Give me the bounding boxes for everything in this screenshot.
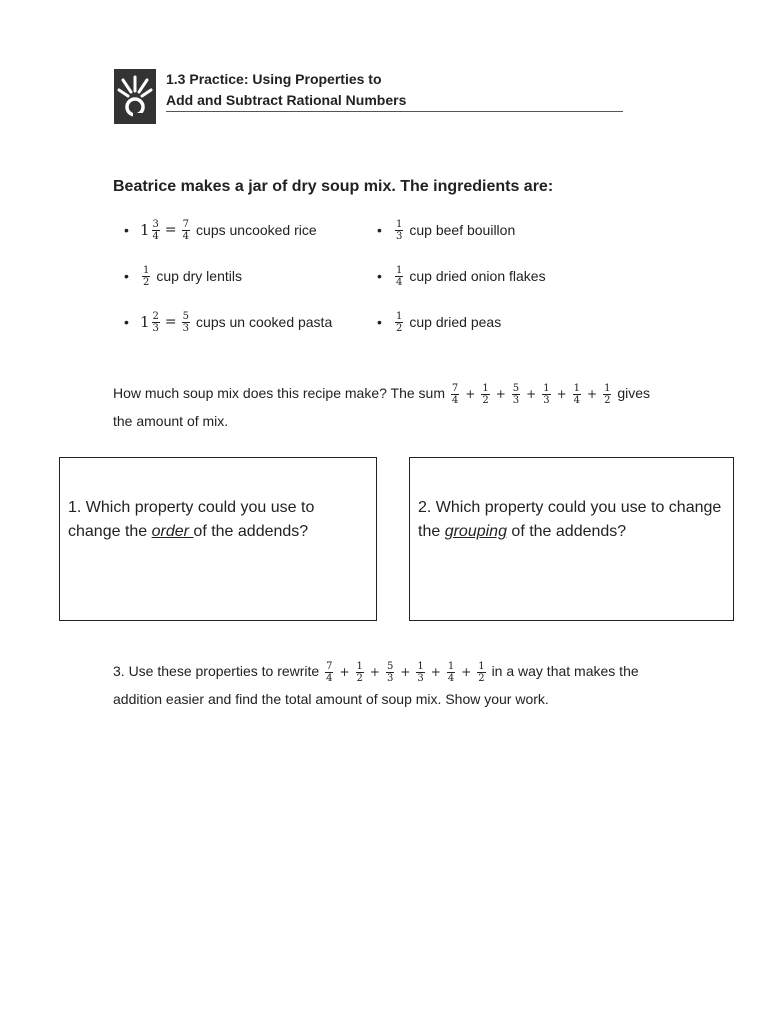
ingredient-lentils [124,264,242,288]
fraction: $\frac{2}{3}$ [152,310,159,334]
ingredient-rice [124,218,317,242]
ingredient-text: cup dried onion flakes [409,268,546,284]
fraction: $\frac{7}{4}$ [326,660,333,684]
ingredient-onion [377,264,546,288]
question-intro-line2: the amount of mix. [113,413,229,429]
equals-sign: = [164,222,177,238]
page-title-line2: Add and Subtract Rational Numbers [166,92,407,108]
ingredient-text: cup dried peas [409,314,502,330]
title-underline [166,111,623,112]
fraction: $\frac{1}{3}$ [396,218,403,242]
question-1-text: 1. Which property could you use to change the order of the addends? [68,499,315,540]
question-1-box[interactable] [59,457,377,621]
fraction: $\frac{7}{4}$ [451,382,459,406]
emphasis-order: order [151,523,194,540]
bullet: • [124,314,129,330]
ingredient-pasta [124,310,332,334]
question-3 [113,658,713,713]
ingredient-text: cup dry lentils [156,268,242,284]
question-intro [113,380,693,435]
ingredient-text: cups uncooked rice [196,222,317,238]
bullet: • [377,268,382,284]
page-title-line1: 1.3 Practice: Using Properties to [166,71,382,87]
fraction: $\frac{5}{3}$ [386,660,394,684]
page-title [166,69,406,111]
fraction: $\frac{1}{3}$ [417,660,424,684]
ingredient-bouillon [377,218,515,242]
question-3-line2: addition easier and find the total amount of soup mix. Show your work. [113,691,549,707]
bullet: • [124,268,129,284]
mixed-whole: 1 [140,313,150,331]
ingredient-text: cup beef bouillon [409,222,516,238]
fraction: $\frac{5}{3}$ [182,310,190,334]
intro-text: Beatrice makes a jar of dry soup mix. The ingredients are: [113,178,554,195]
question-intro-line1: How much soup mix does this recipe make? The sum $\frac{7}{4}$ + $\frac{1}{2}$ + $\frac{5}{3}$ + $\frac{1}{3}$ + $\frac{1}{4}$ + $\frac{1}{2}$ gives [113,382,651,406]
bullet: • [377,222,382,238]
mixed-whole: 1 [140,221,150,239]
ingredient-text: cups un cooked pasta [196,314,333,330]
fraction: $\frac{1}{4}$ [573,382,581,406]
question-2-text: 2. Which property could you use to change the grouping of the addends? [418,499,722,540]
bullet: • [377,314,382,330]
fraction: $\frac{1}{3}$ [543,382,550,406]
bullet: • [124,222,129,238]
sun-logo-icon [114,69,156,124]
fraction: $\frac{1}{2}$ [356,660,363,684]
fraction: $\frac{1}{2}$ [478,660,485,684]
fraction: $\frac{1}{2}$ [396,310,403,334]
fraction: $\frac{5}{3}$ [512,382,520,406]
ingredient-peas [377,310,501,334]
equals-sign: = [164,314,177,330]
question-2-box[interactable] [409,457,734,621]
fraction: $\frac{1}{4}$ [447,660,455,684]
fraction: $\frac{3}{4}$ [152,218,159,242]
question-3-line1: 3. Use these properties to rewrite $\frac{7}{4}$ + $\frac{1}{2}$ + $\frac{5}{3}$ + $\frac{1}{3}$ + $\frac{1}{4}$ + $\frac{1}{2}$ in a way that makes the [113,660,639,684]
fraction: $\frac{1}{2}$ [482,382,489,406]
emphasis-grouping: grouping [444,523,507,540]
fraction: $\frac{1}{2}$ [604,382,611,406]
fraction: $\frac{1}{2}$ [143,264,150,288]
fraction: $\frac{7}{4}$ [182,218,190,242]
fraction: $\frac{1}{4}$ [396,264,403,288]
